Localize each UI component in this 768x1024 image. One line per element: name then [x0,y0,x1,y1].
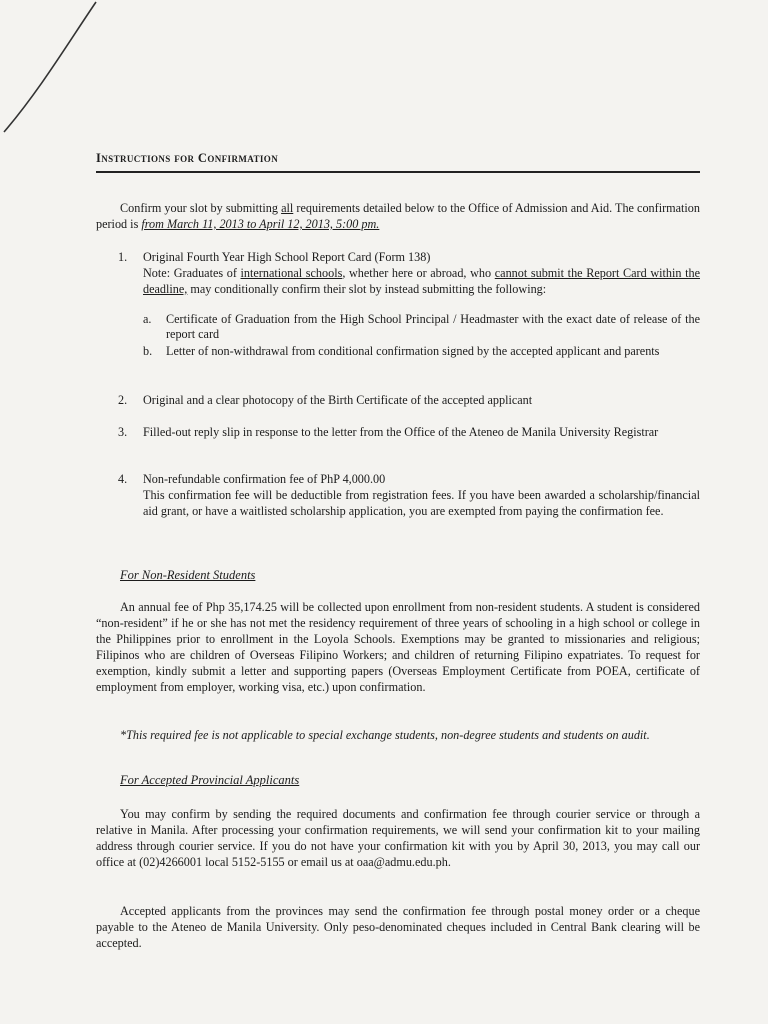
non-resident-paragraph: An annual fee of Php 35,174.25 will be collected upon enrollment from non-resident students. A student is considered “non-resident” if he or she has not met the residency requirement of three years of schooling in a high school or college in the Philippines prior to enrollment in the Loyola Schools. Exemptions may be granted to missionaries and religious; Filipinos who are children of Overseas Filipino Workers; and children of returning Filipino expatriates. To request for exemption, kindly submit a letter and supporting papers (Overseas Employment Certificate from POEA, certificate of employment from employer, working visa, etc.) upon confirmation. [96,600,700,694]
note-text-3: may conditionally confirm their slot by instead submitting the following: [187,282,547,296]
item-title: Non-refundable confirmation fee of PhP 4,000.00 [143,472,386,486]
note-emphasis-1: international schools [240,266,343,280]
item-title: Original Fourth Year High School Report Card (Form 138) [143,250,431,264]
provincial-paragraph-1: You may confirm by sending the required documents and confirmation fee through courier service or through a relative in Manila. After processing your confirmation requirements, we will send your confirmation kit to your mailing address through courier service. If you do not have your confirmation kit with you by April 30, 2013, you may call our office at (02)4266001 local 5152-5155 or email us at oaa@admu.edu.ph. [96,807,700,869]
item-number: 4. [118,472,128,486]
intro-paragraph [96,200,700,232]
sub-item-text: Letter of non-withdrawal from conditional confirmation signed by the accepted applicant and parents [166,344,660,358]
requirement-item-1 [118,249,700,297]
intro-emphasis-all: all [281,201,294,215]
item-text: Original and a clear photocopy of the Birth Certificate of the accepted applicant [143,393,533,407]
requirement-item-2 [118,392,700,408]
sub-item-b [143,344,700,359]
item-text: This confirmation fee will be deductible from registration fees. If you have been awarded a scholarship/financial aid grant, or have a waitlisted scholarship application, you are exempted from paying the confirmation fee. [143,488,700,518]
heading-rule [96,171,700,173]
item-note [143,265,700,297]
item-number: 2. [118,393,128,407]
note-text-1: Note: Graduates of [143,266,241,280]
intro-text-2: requirements detailed below to the Office of Admission and Aid. The confirmation period is [96,201,700,231]
sub-item-letter: a. [143,312,152,326]
confirmation-period: from March 11, 2013 to April 12, 2013, 5:00 pm. [141,217,380,231]
page-heading: Instructions for Confirmation [96,151,279,165]
note-text-2: , whether here or abroad, who [342,266,495,280]
intro-text-1: Confirm your slot by submitting [120,201,282,215]
sub-item-text: Certificate of Graduation from the High School Principal / Headmaster with the exact date of release of the report card [166,312,700,341]
sub-item-letter: b. [143,344,153,358]
requirement-item-3 [118,424,700,440]
item-number: 3. [118,425,128,439]
note-emphasis-2: cannot submit the Report Card within the deadline, [143,266,700,296]
requirement-item-4 [118,471,700,519]
non-resident-note: *This required fee is not applicable to special exchange students, non-degree students and students on audit. [120,728,650,742]
sub-item-a [143,312,700,342]
non-resident-heading: For Non-Resident Students [120,568,256,582]
provincial-heading: For Accepted Provincial Applicants [120,773,300,787]
provincial-paragraph-2: Accepted applicants from the provinces may send the confirmation fee through postal money order or a cheque payable to the Ateneo de Manila University. Only peso-denominated cheques included in Central Bank clearing will be accepted. [96,904,700,950]
item-number: 1. [118,250,128,264]
item-text: Filled-out reply slip in response to the letter from the Office of the Ateneo de Manila University Registrar [143,425,659,439]
